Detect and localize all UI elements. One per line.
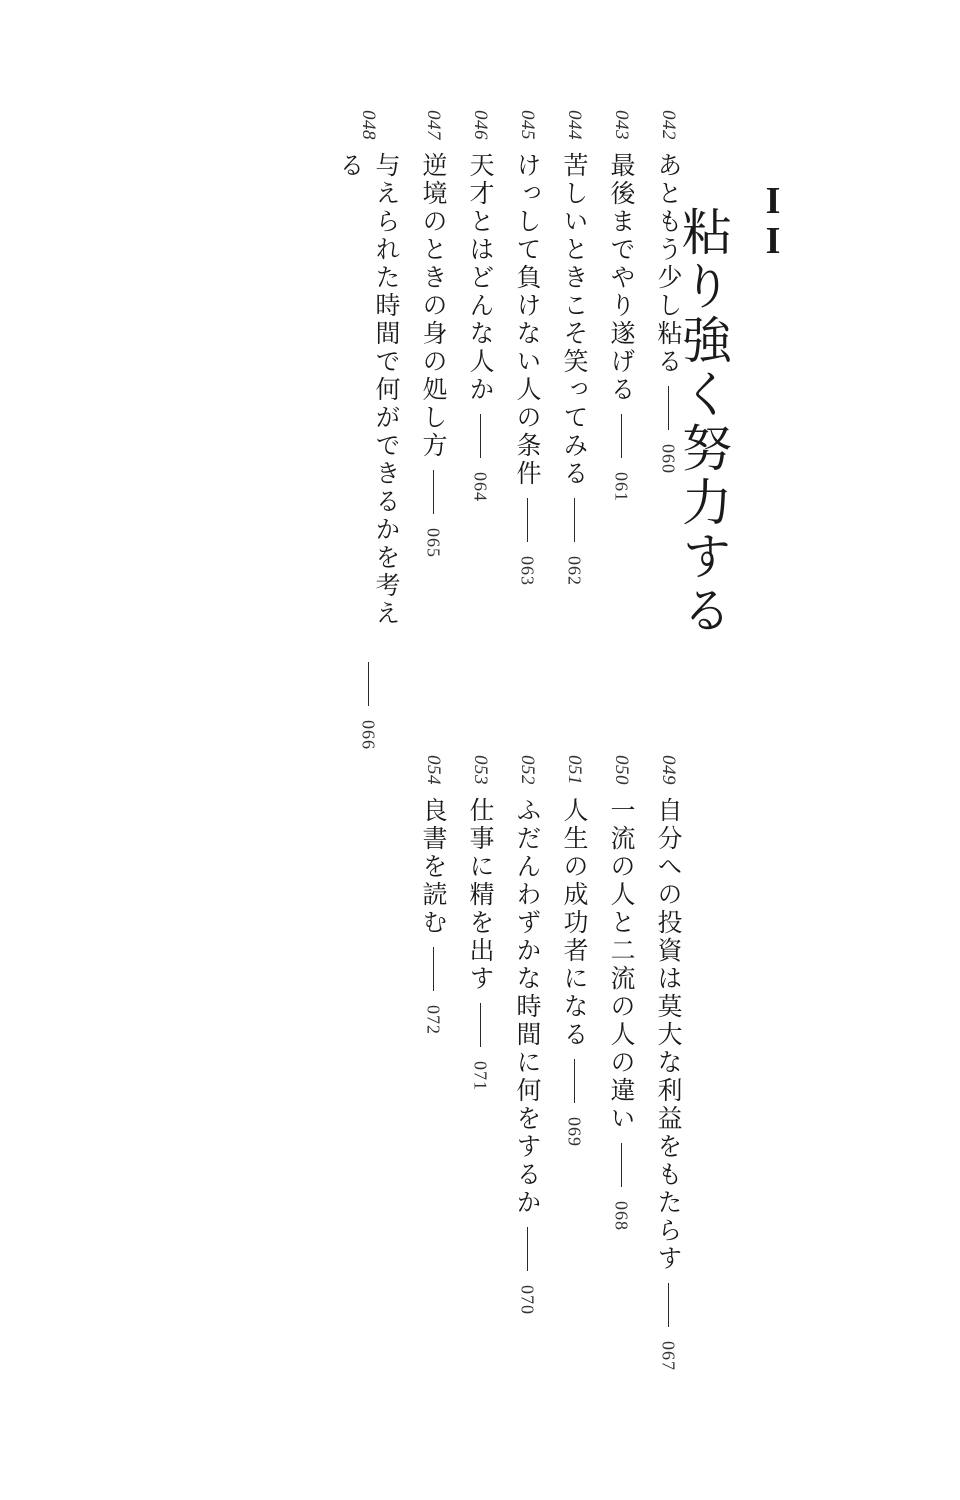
entry-number: 052 <box>517 755 538 785</box>
entry-number: 048 <box>358 110 379 140</box>
entry-title: 人生の成功者になる <box>560 797 589 1049</box>
entry-title: 天才とはどんな人か <box>466 152 495 404</box>
entry-title: 苦しいときこそ笑ってみる <box>560 152 589 488</box>
entry-page-number: 066 <box>358 720 379 750</box>
entry-number: 047 <box>423 110 444 140</box>
leader-line <box>480 414 481 458</box>
entry-page-number: 064 <box>470 472 491 502</box>
entry-number: 042 <box>658 110 679 140</box>
entry-title: 自分への投資は莫大な利益をもたらす <box>654 797 683 1273</box>
toc-entry[interactable] <box>605 755 639 1395</box>
leader-line <box>433 470 434 514</box>
entry-number: 044 <box>564 110 585 140</box>
entry-number: 043 <box>611 110 632 140</box>
entry-page-number: 069 <box>564 1117 585 1147</box>
entry-page-number: 072 <box>423 1005 444 1035</box>
entry-number: 051 <box>564 755 585 785</box>
toc-entry[interactable] <box>558 110 592 750</box>
entry-number: 050 <box>611 755 632 785</box>
entry-number: 053 <box>470 755 491 785</box>
toc-entry[interactable] <box>558 755 592 1395</box>
entry-title: 与えられた時間で何ができるかを考える <box>336 152 401 628</box>
toc-entry[interactable] <box>511 110 545 750</box>
entry-title: けっして負けない人の条件 <box>513 152 542 488</box>
toc-entry[interactable] <box>417 110 451 750</box>
entry-page-number: 065 <box>423 528 444 558</box>
chapter-heading <box>674 180 808 638</box>
entry-page-number: 067 <box>658 1341 679 1371</box>
entry-number: 046 <box>470 110 491 140</box>
entry-title: あともう少し粘る <box>654 152 683 376</box>
toc-entry[interactable] <box>336 110 404 750</box>
entry-page-number: 062 <box>564 556 585 586</box>
leader-line <box>574 498 575 542</box>
entry-page-number: 060 <box>658 444 679 474</box>
toc-entry[interactable] <box>511 755 545 1395</box>
entry-number: 045 <box>517 110 538 140</box>
leader-line <box>527 1227 528 1271</box>
leader-line <box>574 1059 575 1103</box>
toc-entry[interactable] <box>605 110 639 750</box>
entry-page-number: 068 <box>611 1201 632 1231</box>
entry-page-number: 070 <box>517 1285 538 1315</box>
entry-page-number: 061 <box>611 472 632 502</box>
entry-title: 仕事に精を出す <box>466 797 495 993</box>
entry-number: 054 <box>423 755 444 785</box>
leader-line <box>668 386 669 430</box>
entry-page-number: 071 <box>470 1061 491 1091</box>
entry-title: ふだんわずかな時間に何をするか <box>513 797 542 1217</box>
toc-entry[interactable] <box>417 755 451 1395</box>
toc-entry[interactable] <box>652 755 686 1395</box>
leader-line <box>368 662 369 706</box>
chapter-title: 粘り強く努力する <box>674 206 732 638</box>
entry-title: 良書を読む <box>419 797 448 937</box>
entry-title: 一流の人と二流の人の違い <box>607 797 636 1133</box>
entry-title: 逆境のときの身の処し方 <box>419 152 448 460</box>
toc-entry[interactable] <box>464 755 498 1395</box>
chapter-number: II <box>752 180 794 260</box>
entry-page-number: 063 <box>517 556 538 586</box>
leader-line <box>480 1003 481 1047</box>
leader-line <box>668 1283 669 1327</box>
toc-entry[interactable] <box>652 110 686 750</box>
leader-line <box>621 1143 622 1187</box>
toc-entry[interactable] <box>464 110 498 750</box>
entry-title: 最後までやり遂げる <box>607 152 636 404</box>
leader-line <box>621 414 622 458</box>
leader-line <box>527 498 528 542</box>
leader-line <box>433 947 434 991</box>
entry-number: 049 <box>658 755 679 785</box>
